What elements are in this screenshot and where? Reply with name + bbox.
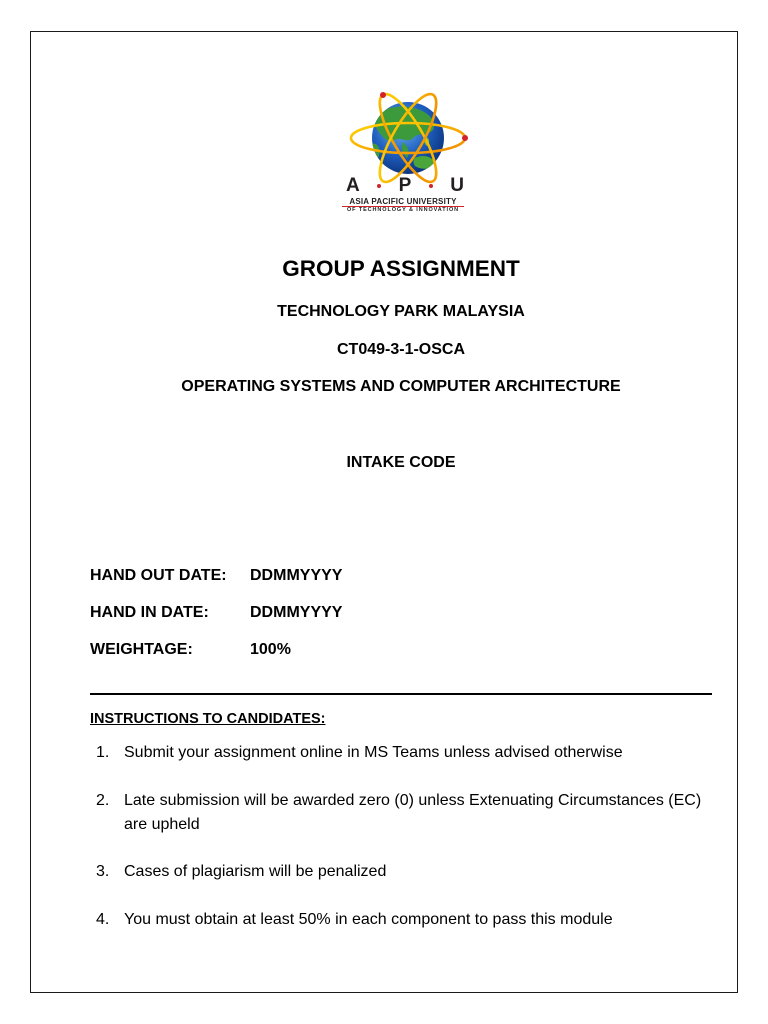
list-item-number: 3.	[96, 863, 110, 880]
logo-letter-p: P	[398, 175, 412, 196]
hand-out-date-value: DDMMYYYY	[250, 567, 343, 584]
intake-code: INTAKE CODE	[346, 454, 456, 471]
weightage-value: 100%	[250, 641, 291, 658]
module-code: CT049-3-1-OSCA	[336, 341, 466, 358]
hand-out-date-label: HAND OUT DATE:	[90, 567, 227, 584]
logo-dot	[377, 184, 381, 188]
logo-letter-a: A	[346, 175, 360, 196]
hand-in-date-value: DDMMYYYY	[250, 604, 343, 621]
logo-dot	[429, 184, 433, 188]
document-title: GROUP ASSIGNMENT	[282, 256, 520, 281]
campus-name: TECHNOLOGY PARK MALAYSIA	[277, 303, 525, 320]
list-item-number: 2.	[96, 792, 110, 809]
logo-wordmark	[346, 175, 464, 197]
list-item-number: 4.	[96, 911, 110, 928]
list-item-number: 1.	[96, 744, 110, 761]
list-item-text: You must obtain at least 50% in each component to pass this module	[124, 911, 613, 928]
list-item-text: Submit your assignment online in MS Teams unless advised otherwise	[124, 744, 623, 761]
list-item-text: Cases of plagiarism will be penalized	[124, 863, 387, 880]
logo-tagline: OF TECHNOLOGY & INNOVATION	[346, 207, 459, 213]
module-name: OPERATING SYSTEMS AND COMPUTER ARCHITECTURE	[181, 378, 621, 395]
hand-in-date-label: HAND IN DATE:	[90, 604, 209, 621]
logo-letter-u: U	[450, 175, 464, 196]
instructions-heading: INSTRUCTIONS TO CANDIDATES:	[90, 711, 326, 727]
list-item-text: Late submission will be awarded zero (0) unless Extenuating Circumstances (EC) are upheld	[124, 792, 702, 833]
weightage-label: WEIGHTAGE:	[90, 641, 193, 658]
logo-university-name: ASIA PACIFIC UNIVERSITY	[349, 197, 457, 206]
section-divider	[90, 693, 712, 695]
globe-orbit-icon	[345, 86, 470, 186]
